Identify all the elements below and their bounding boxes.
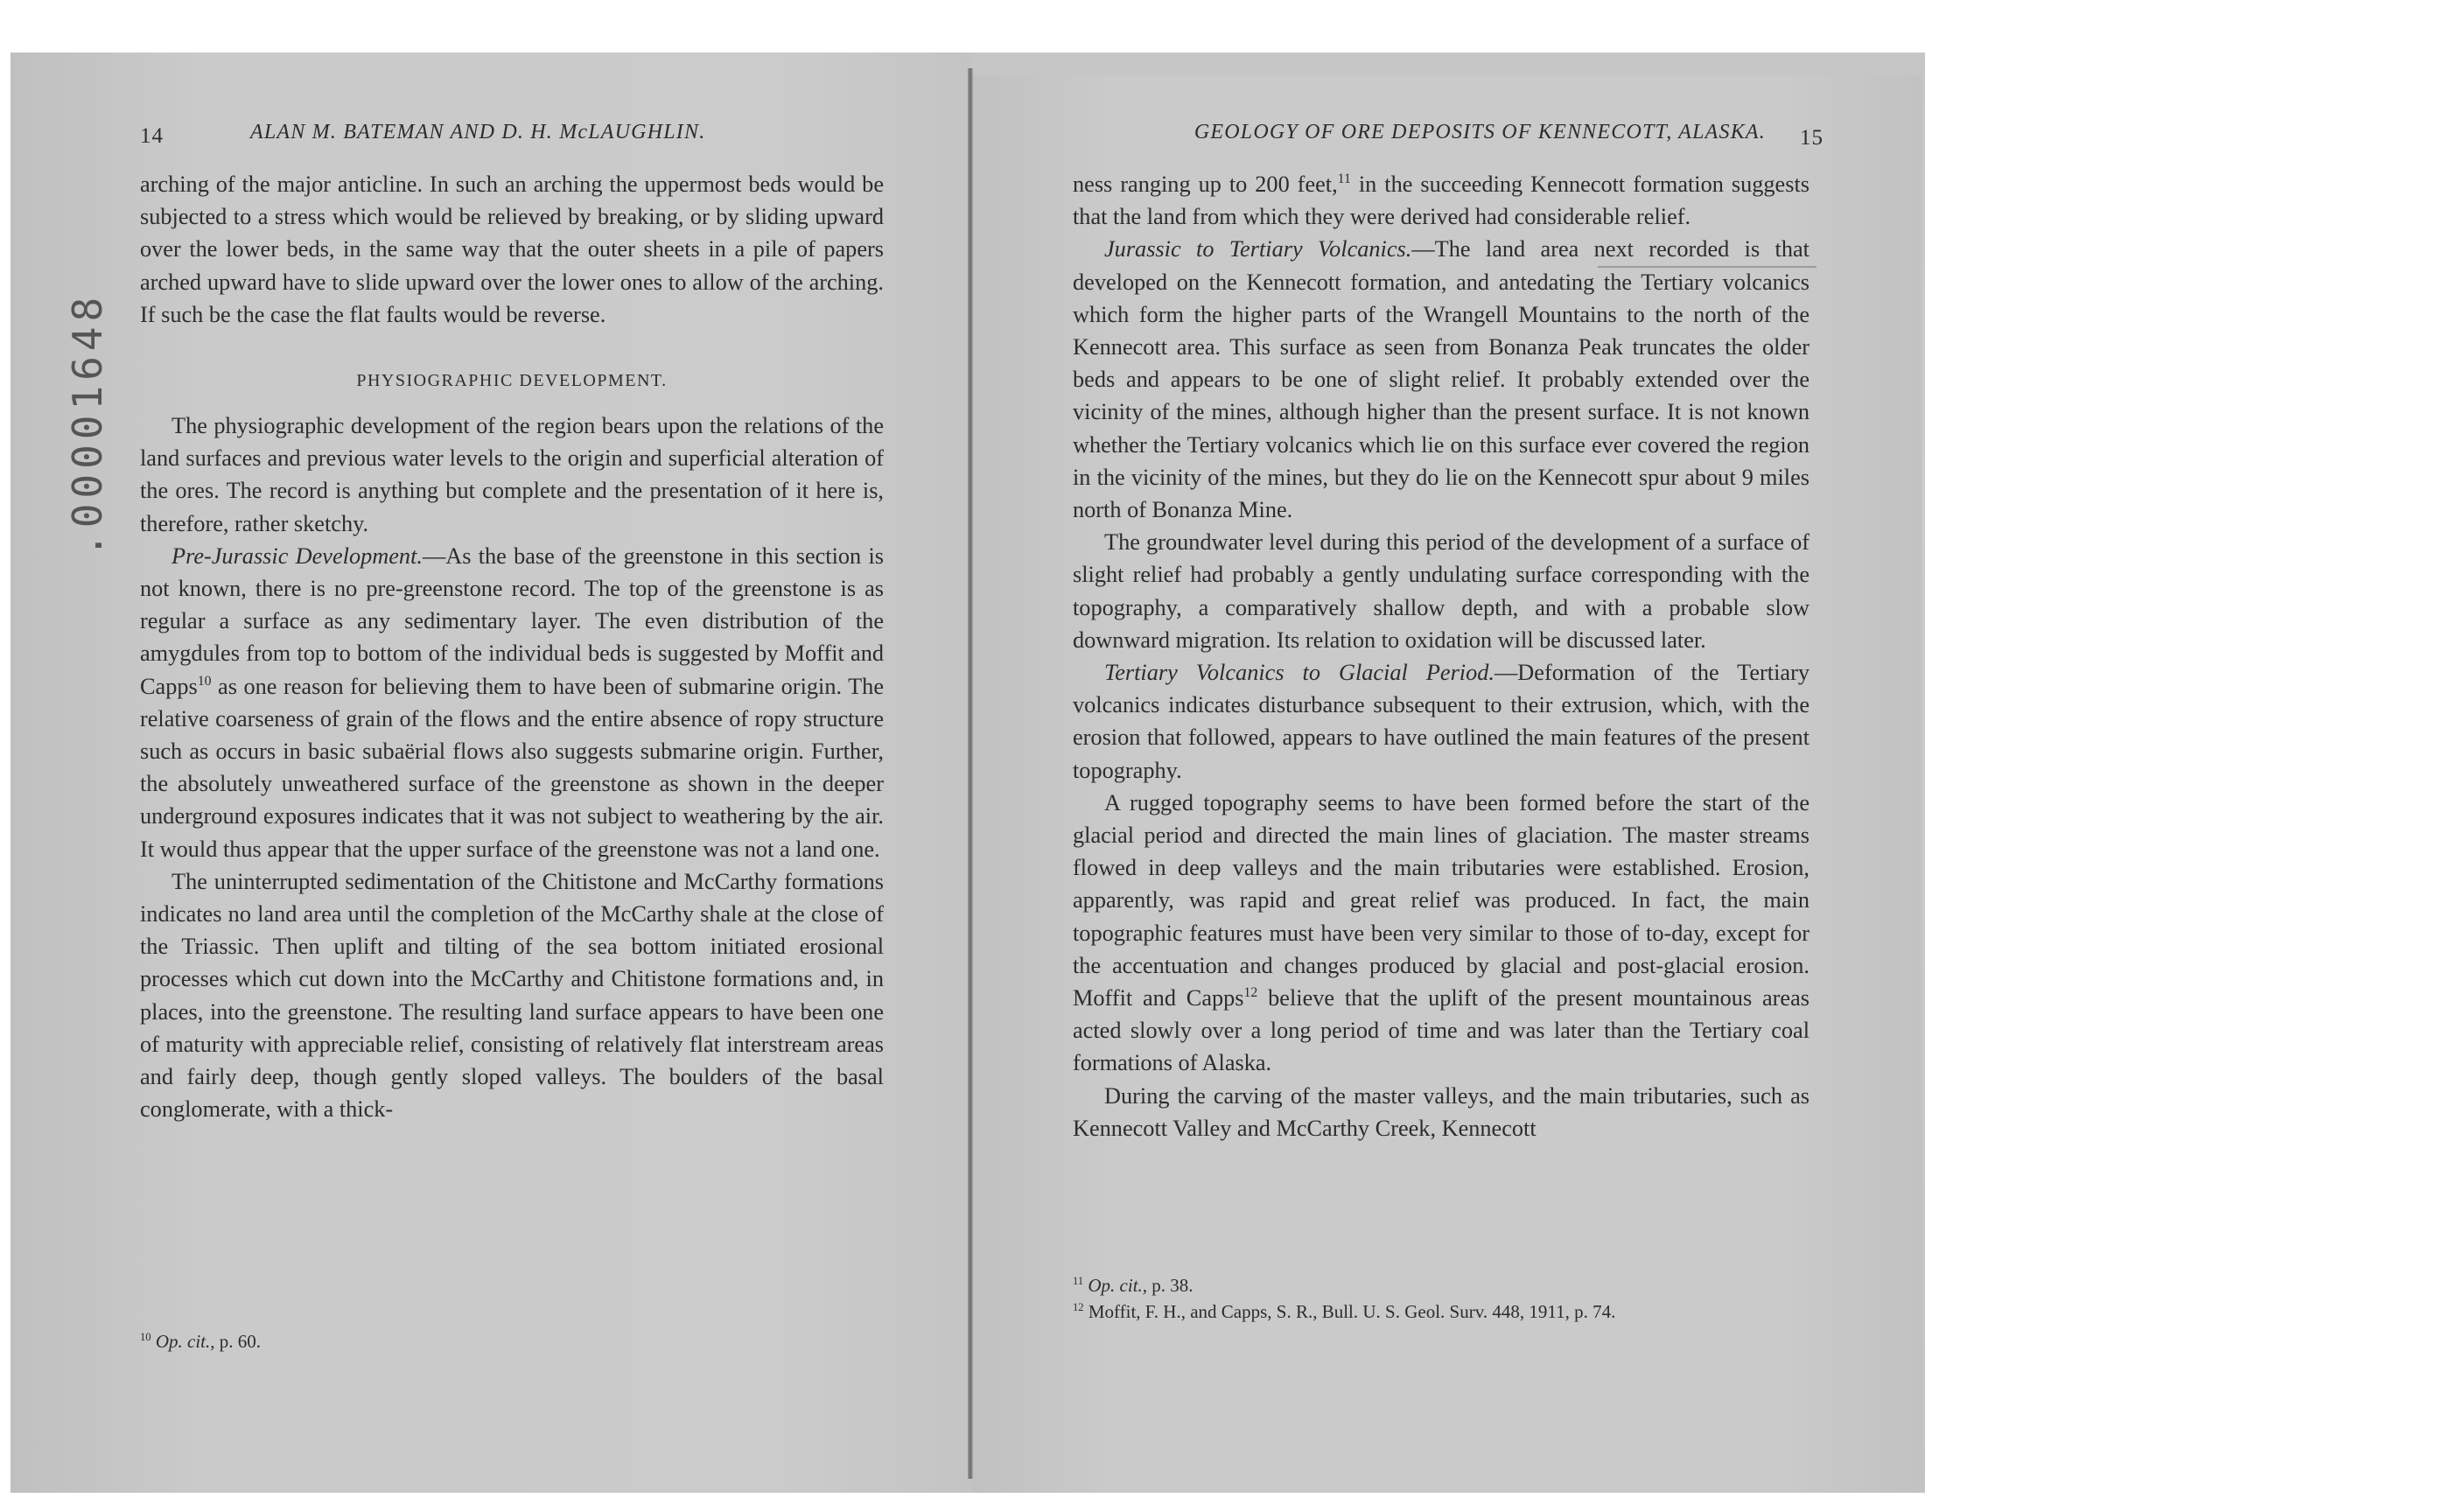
paragraph-continued: [1073, 168, 1810, 233]
jurassic-text: —The land area next recorded is that developed on the Kennecott formation, and antedating the Tertiary volcanics which form the higher parts of the Wrangell Mountains to the north of the Kennecott area. This surface as seen from Bonanza Peak truncates the older beds and appears to be one of slight relief. It probably extended over the vicinity of the mines, although higher than the present surface. It is not known whether the Tertiary volcanics which lie on this surface ever covered the region in the vicinity of the mines, but they do lie on the Kennecott spur about 9 miles north of Bonanza Mine.: [1073, 236, 1810, 523]
footnote-11-rest: p. 38.: [1147, 1275, 1194, 1296]
subheading-jurassic: Jurassic to Tertiary Volcanics.: [1104, 236, 1412, 262]
pre-jurassic-text-a: —As the base of the greenstone in this section is not known, there is no pre-greenstone record. The top of the greenstone is as regular a surface as any sedimentary layer. The even distribution of the amygdules from top to bottom of the individual beds is suggested by Moffit and Capps: [140, 542, 884, 699]
left-page-number: 14: [140, 124, 164, 148]
footnote-12: [1073, 1298, 1810, 1325]
pre-jurassic-text-b: as one reason for believing them to have been of submarine origin. The relative coarseness of grain of the flows and the entire absence of ropy structure such as occurs in basic subaërial flows also suggests submarine origin. Further, the absolutely unweathered surface of the greenstone as shown in the deeper underground exposures indicates that it was not subject to weathering by the air. It would thus appear that the upper surface of the greenstone was not a land one.: [140, 673, 884, 862]
rugged-text-b: believe that the uplift of the present mountainous areas acted slowly over a long period of time and was later than the Tertiary coal formations of Alaska.: [1073, 985, 1810, 1076]
footnote-11: [1073, 1272, 1810, 1298]
paragraph-uninterrupted: The uninterrupted sedimentation of the Chitistone and McCarthy formations indicates no land area until the completion of the McCarthy shale at the close of the Triassic. Then uplift and tilting of the sea bottom initiated erosional processes which cut down into the McCarthy and Chitistone formations and, in places, into the greenstone. The resulting land surface appears to have been one of maturity with appreciable relief, consisting of relatively flat interstream areas and fairly deep, though gently sloped valleys. The boulders of the basal conglomerate, with a thick-: [140, 868, 884, 1123]
footnote-ref-10: 10: [197, 673, 212, 689]
continued-text-a: ness ranging up to 200 feet,: [1073, 172, 1338, 197]
left-page-header: [140, 116, 884, 150]
paragraph-groundwater: The groundwater level during this period of the development of a surface of slight relief had probably a gently undulating surface corresponding with the topography, a comparatively shallow depth, and with a probable slow downward migration. Its relation to oxidation will be discussed later.: [1073, 529, 1810, 653]
footnote-ref-11: 11: [1337, 172, 1351, 187]
paragraph-carving: During the carving of the master valleys, and the main tributaries, such as Kennecott Valley and McCarthy Creek, Kennecott: [1073, 1082, 1810, 1141]
footnote-10-italic: Op. cit.,: [155, 1331, 215, 1352]
paragraph-jurassic: [1073, 233, 1810, 526]
book-gutter: [968, 68, 973, 1479]
subheading-tertiary: Tertiary Volcanics to Glacial Period.: [1104, 660, 1494, 686]
continued-text-b: in the succeeding Kennecott formation suggests that the land from which they were derived had considerable relief.: [1073, 172, 1810, 230]
footnote-11-italic: Op. cit.,: [1088, 1275, 1148, 1296]
footnote-11-number: 11: [1073, 1275, 1084, 1287]
footnote-ref-12: 12: [1243, 985, 1258, 1001]
right-page-body: [1073, 168, 1810, 1144]
footnote-10: [140, 1328, 261, 1354]
archive-stamp: [61, 291, 114, 560]
paragraph-physiographic: The physiographic development of the region bears upon the relations of the land surfaces and previous water levels to the origin and superficial alteration of the ores. The record is anything but complete and the presentation of it here is, therefore, rather sketchy.: [140, 413, 884, 536]
footnote-10-rest: p. 60.: [214, 1331, 261, 1352]
paragraph-arching: arching of the major anticline. In such an arching the uppermost beds would be subjected to a stress which would be relieved by breaking, or by sliding upward over the lower beds, in the same way that the outer sheets in a pile of papers arched upward have to slide upward over the lower ones to allow of the arching. If such be the case the flat faults would be reverse.: [140, 172, 884, 327]
left-running-head: ALAN M. BATEMAN AND D. H. McLAUGHLIN.: [250, 121, 706, 144]
right-page-number: 15: [1800, 126, 1824, 150]
paragraph-rugged: [1073, 787, 1810, 1080]
section-title: PHYSIOGRAPHIC DEVELOPMENT.: [356, 371, 668, 391]
right-running-head: GEOLOGY OF ORE DEPOSITS OF KENNECOTT, ALASKA.: [1194, 121, 1766, 144]
right-footnotes: [1073, 1272, 1810, 1325]
paragraph-tertiary: [1073, 656, 1810, 787]
rugged-text-a: A rugged topography seems to have been formed before the start of the glacial period and directed the main lines of glaciation. The master streams flowed in deep valleys and the main tributaries were established. Erosion, apparently, was rapid and great relief was produced. In fact, the main topographic features must have been very similar to those of to-day, except for the accentuation and changes produced by glacial and post-glacial erosion. Moffit and Capps: [1073, 789, 1810, 1012]
subheading-pre-jurassic: Pre-Jurassic Development.: [172, 542, 423, 569]
footnote-10-number: 10: [140, 1331, 151, 1343]
archive-stamp-number: .00001648: [64, 291, 111, 557]
paragraph-pre-jurassic: [140, 540, 884, 865]
tertiary-text: —Deformation of the Tertiary volcanics indicates disturbance subsequent to their extrusion, which, with the erosion that followed, appears to have outlined the main features of the present topography.: [1073, 660, 1810, 783]
footnote-12-number: 12: [1073, 1301, 1084, 1313]
right-page-header: [1073, 116, 1824, 150]
left-page-body: [140, 168, 884, 1125]
footnote-12-text: Moffit, F. H., and Capps, S. R., Bull. U. S. Geol. Surv. 448, 1911, p. 74.: [1088, 1301, 1616, 1322]
